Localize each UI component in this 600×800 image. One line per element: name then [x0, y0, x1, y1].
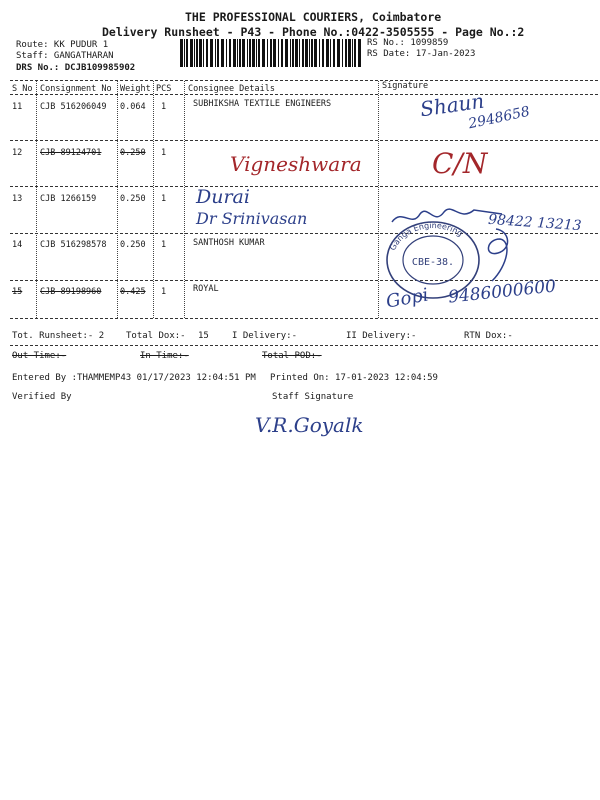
route-label: Route: KK PUDUR 1 [16, 40, 109, 50]
row-consignee: SANTHOSH KUMAR [193, 238, 265, 248]
staff-signature-label: Staff Signature [272, 392, 354, 402]
row-sno: 12 [12, 148, 23, 158]
col-header-pcs: PCS [156, 84, 172, 94]
in-time: In Time:- [140, 351, 189, 361]
row-weight: 0.250 [120, 194, 146, 204]
total-runsheet: Tot. Runsheet:- 2 [12, 331, 105, 341]
row-weight: 0.425 [120, 287, 146, 297]
company-title: THE PROFESSIONAL COURIERS, Coimbatore [185, 10, 442, 24]
row-sno: 14 [12, 240, 23, 250]
row-consignment: CJB 516206049 [40, 102, 107, 112]
handwritten-signature: Shaun [418, 88, 486, 122]
entered-by: Entered By :THAMMEMP43 01/17/2023 12:04:51 PM [12, 373, 256, 383]
column-divider [117, 81, 118, 318]
row-weight: 0.250 [120, 148, 146, 158]
handwritten-name: Durai [196, 186, 250, 208]
row-consignee: ROYAL [193, 284, 219, 294]
col-header-consignee: Consignee Details [188, 84, 275, 94]
out-time: Out Time:- [12, 351, 67, 361]
row-pcs: 1 [161, 194, 167, 204]
staff-label: Staff: GANGATHARAN [16, 51, 114, 61]
col-header-signature: Signature [382, 81, 429, 91]
barcode [180, 39, 362, 67]
row-pcs: 1 [161, 287, 167, 297]
handwritten-scribble [478, 225, 518, 285]
row-sno: 11 [12, 102, 23, 112]
column-divider [378, 81, 379, 318]
row-divider [10, 140, 598, 141]
row-consignment: CJB 516298578 [40, 240, 107, 250]
column-divider [184, 81, 185, 318]
row-sno: 15 [12, 287, 23, 297]
table-header-rule [10, 94, 598, 95]
totals-rule [10, 345, 598, 346]
handwritten-signature: Gopi [384, 284, 431, 313]
col-header-consignment: Consignment No [40, 84, 112, 94]
total-dox-label: Total Dox:- [126, 331, 186, 341]
rs-date: RS Date: 17-Jan-2023 [367, 49, 476, 59]
rtn-dox: RTN Dox:- [464, 331, 513, 341]
table-top-rule [10, 80, 598, 81]
column-divider [36, 81, 37, 318]
row-weight: 0.250 [120, 240, 146, 250]
row-consignee: SUBHIKSHA TEXTILE ENGINEERS [193, 99, 332, 109]
total-pod: Total POD:- [262, 351, 322, 361]
stamp-ring-text: Ganga Engineering [388, 220, 465, 252]
row-consignment: CJB 89198960 [40, 287, 102, 297]
column-divider [153, 81, 154, 318]
col-header-weight: Weight [120, 84, 151, 94]
handwritten-phone: 9486000600 [447, 276, 557, 308]
printed-on: Printed On: 17-01-2023 12:04:59 [270, 373, 438, 383]
rs-number: RS No.: 1099859 [367, 38, 449, 48]
staff-signature: V.R.Goyalk [255, 413, 364, 437]
handwritten-number: 2948658 [467, 103, 532, 133]
row-sno: 13 [12, 194, 23, 204]
col-header-sno: S No [12, 84, 33, 94]
total-dox-value: 15 [198, 331, 209, 341]
handwritten-name: Dr Srinivasan [196, 209, 308, 228]
row-pcs: 1 [161, 148, 167, 158]
handwritten-phone: 98422 13213 [487, 211, 582, 235]
drs-number: DRS No.: DCJB109985902 [16, 63, 136, 73]
ii-delivery: II Delivery:- [346, 331, 417, 341]
row-divider [10, 186, 598, 187]
row-weight: 0.064 [120, 102, 146, 112]
stamp-center-text: CBE-38. [411, 257, 455, 268]
i-delivery: I Delivery:- [232, 331, 298, 341]
runsheet-subtitle: Delivery Runsheet - P43 - Phone No.:0422-3505555 - Page No.:2 [102, 25, 525, 39]
handwritten-name: Vigneshwara [230, 152, 362, 176]
table-bottom-rule [10, 318, 598, 319]
row-pcs: 1 [161, 240, 167, 250]
row-consignment: CJB 1266159 [40, 194, 97, 204]
handwritten-cn: C/N [432, 147, 488, 180]
verified-by: Verified By [12, 392, 72, 402]
row-pcs: 1 [161, 102, 167, 112]
row-consignment: CJB 89124701 [40, 148, 102, 158]
